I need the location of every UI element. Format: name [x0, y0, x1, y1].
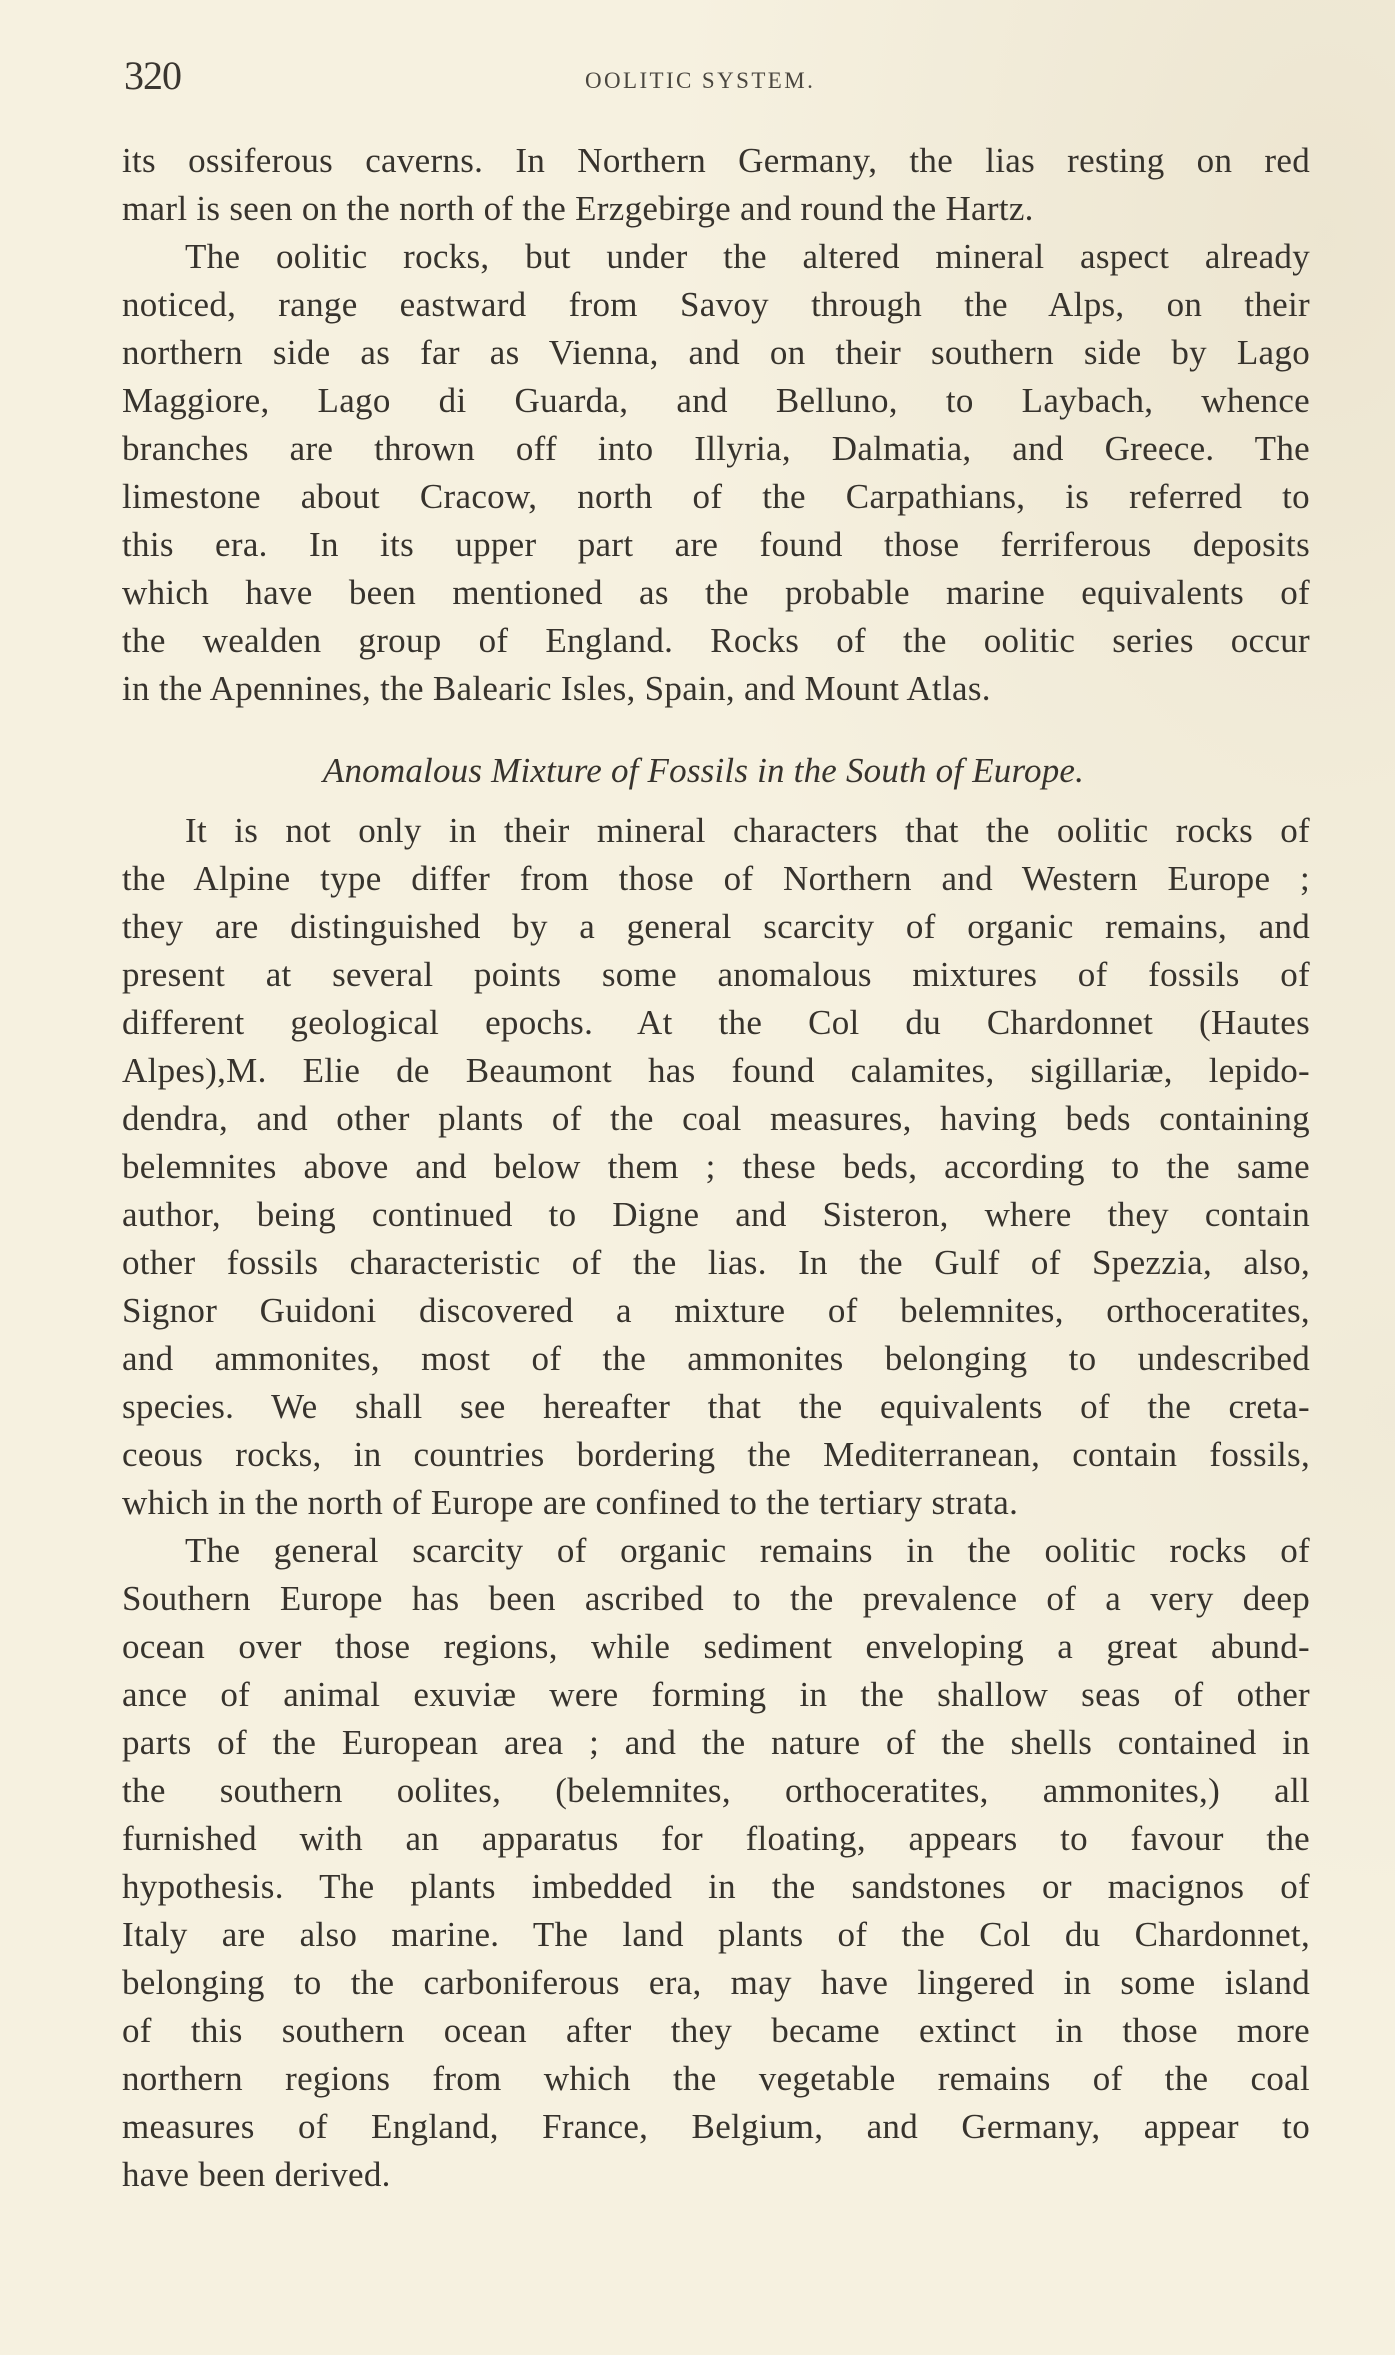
text-line: measures of England, France, Belgium, and Germany, appear to [122, 2107, 1310, 2146]
text-line: The general scarcity of organic remains in the oolitic rocks of [185, 1531, 1310, 1570]
text-line: dendra, and other plants of the coal measures, having beds containing [122, 1099, 1310, 1138]
text-line: in the Apennines, the Balearic Isles, Spain, and Mount Atlas. [122, 669, 991, 708]
text-line: and ammonites, most of the ammonites belonging to undescribed [122, 1339, 1310, 1378]
text-line: limestone about Cracow, north of the Carpathians, is referred to [122, 477, 1310, 516]
text-line: belemnites above and below them ; these beds, according to the same [122, 1147, 1310, 1186]
text-line: ocean over those regions, while sediment enveloping a great abund- [122, 1627, 1310, 1666]
text-line: the Alpine type differ from those of Northern and Western Europe ; [122, 859, 1310, 898]
text-line: branches are thrown off into Illyria, Dalmatia, and Greece. The [122, 429, 1310, 468]
text-line: It is not only in their mineral characters that the oolitic rocks of [185, 811, 1310, 850]
text-line: present at several points some anomalous mixtures of fossils of [122, 955, 1310, 994]
text-line: different geological epochs. At the Col du Chardonnet (Hautes [122, 1003, 1310, 1042]
text-line: hypothesis. The plants imbedded in the sandstones or macignos of [122, 1867, 1310, 1906]
text-line: Maggiore, Lago di Guarda, and Belluno, to Laybach, whence [122, 381, 1310, 420]
text-line: Signor Guidoni discovered a mixture of belemnites, orthoceratites, [122, 1291, 1310, 1330]
text-line: furnished with an apparatus for floating, appears to favour the [122, 1819, 1310, 1858]
text-line: author, being continued to Digne and Sisteron, where they contain [122, 1195, 1310, 1234]
text-line: belonging to the carboniferous era, may have lingered in some island [122, 1963, 1310, 2002]
text-line: Italy are also marine. The land plants of the Col du Chardonnet, [122, 1915, 1310, 1954]
text-line: this era. In its upper part are found those ferriferous deposits [122, 525, 1310, 564]
text-line: they are distinguished by a general scarcity of organic remains, and [122, 907, 1310, 946]
text-block-top [122, 137, 1310, 713]
text-line: Alpes),M. Elie de Beaumont has found calamites, sigillariæ, lepido- [122, 1051, 1310, 1090]
text-line: marl is seen on the north of the Erzgebirge and round the Hartz. [122, 189, 1034, 228]
text-line: the wealden group of England. Rocks of the oolitic series occur [122, 621, 1310, 660]
text-line: other fossils characteristic of the lias. In the Gulf of Spezzia, also, [122, 1243, 1310, 1282]
text-line: ance of animal exuviæ were forming in the shallow seas of other [122, 1675, 1310, 1714]
section-heading: Anomalous Mixture of Fossils in the South of Europe. [322, 751, 1085, 790]
text-line: species. We shall see hereafter that the equivalents of the creta- [122, 1387, 1310, 1426]
running-head: OOLITIC SYSTEM. [585, 68, 816, 93]
text-line: ceous rocks, in countries bordering the Mediterranean, contain fossils, [122, 1435, 1310, 1474]
text-line: which have been mentioned as the probable marine equivalents of [122, 573, 1310, 612]
text-line: The oolitic rocks, but under the altered mineral aspect already [185, 237, 1310, 276]
text-line: parts of the European area ; and the nature of the shells contained in [122, 1723, 1310, 1762]
text-line: noticed, range eastward from Savoy through the Alps, on their [122, 285, 1310, 324]
text-line: northern regions from which the vegetable remains of the coal [122, 2059, 1310, 2098]
text-line: which in the north of Europe are confined to the tertiary strata. [122, 1483, 1019, 1522]
text-line: the southern oolites, (belemnites, orthoceratites, ammonites,) all [122, 1771, 1310, 1810]
page-number: 320 [124, 53, 181, 98]
text-line: northern side as far as Vienna, and on their southern side by Lago [122, 333, 1310, 372]
text-line: have been derived. [122, 2155, 391, 2194]
text-line: of this southern ocean after they became extinct in those more [122, 2011, 1310, 2050]
text-line: its ossiferous caverns. In Northern Germany, the lias resting on red [122, 141, 1310, 180]
text-line: Southern Europe has been ascribed to the prevalence of a very deep [122, 1579, 1310, 1618]
text-block-bottom [122, 807, 1310, 2199]
